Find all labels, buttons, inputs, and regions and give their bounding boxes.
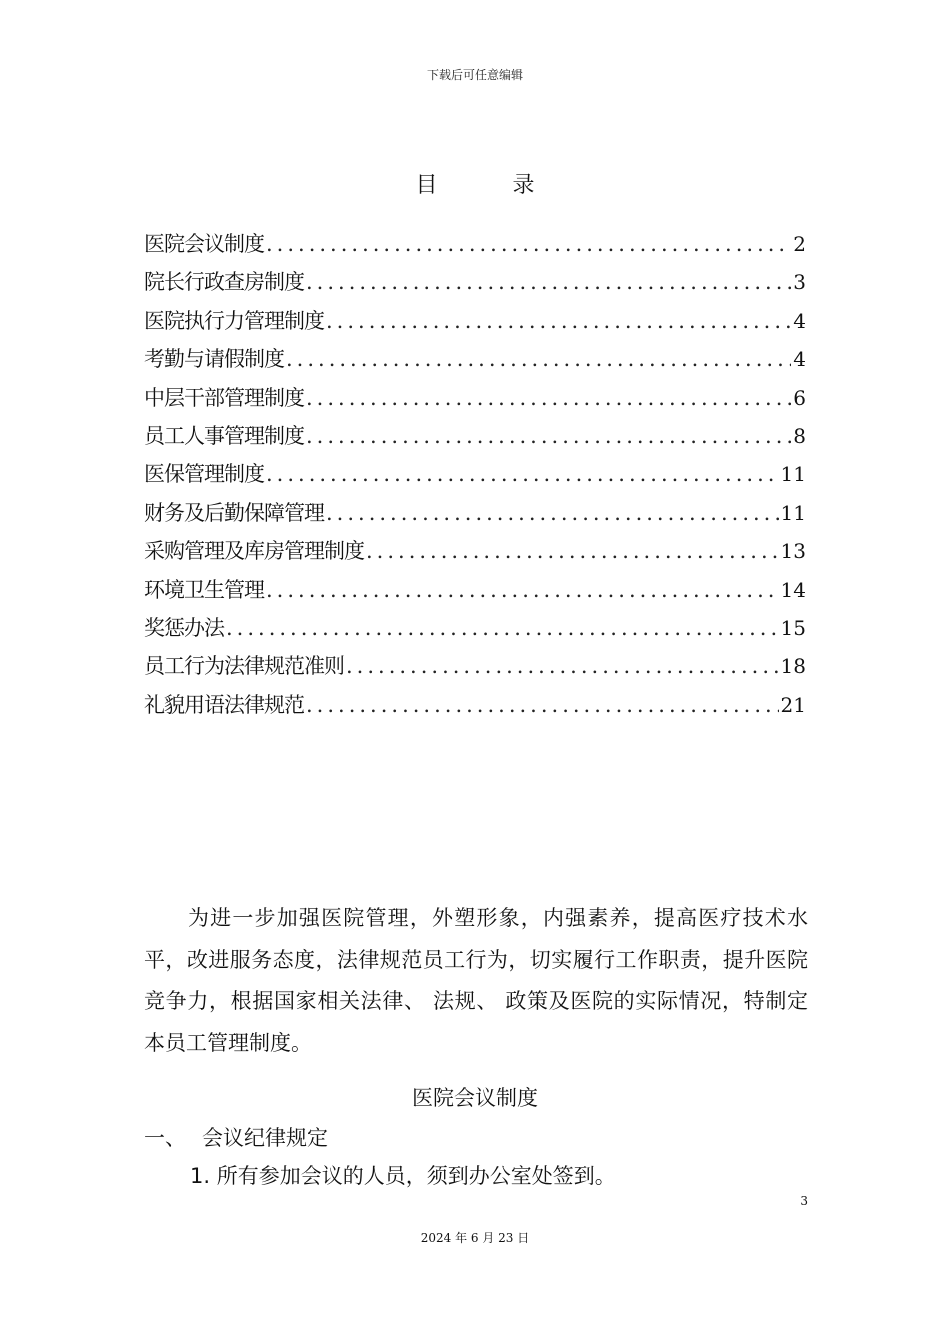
toc-title: 目 录 <box>415 173 569 198</box>
toc-entry-page: 8 <box>793 423 806 448</box>
section-title: 医院会议制度 <box>412 1086 538 1110</box>
toc-dot-leader <box>286 347 791 371</box>
toc-entry[interactable] <box>144 458 806 496</box>
toc-dot-leader <box>266 462 779 486</box>
toc-entry-page: 11 <box>780 500 806 525</box>
toc-entry[interactable] <box>144 497 806 535</box>
toc-entry-page: 3 <box>793 270 806 295</box>
toc-entry-label: 员工人事管理制度 <box>144 423 304 448</box>
toc-entry-page: 2 <box>793 232 806 256</box>
toc-entry-label: 财务及后勤保障管理 <box>144 500 324 525</box>
toc-entry[interactable] <box>144 343 806 381</box>
toc-entry[interactable] <box>144 574 806 612</box>
toc-dot-leader <box>366 539 779 563</box>
toc-entry[interactable] <box>144 689 806 727</box>
toc-dot-leader <box>266 578 779 602</box>
toc-entry-label: 员工行为法律规范准则 <box>144 654 344 679</box>
toc-entry[interactable] <box>144 382 806 420</box>
toc-entry-label: 礼貌用语法律规范 <box>144 692 304 717</box>
toc-dot-leader <box>226 616 779 640</box>
toc-entry-page: 6 <box>793 385 806 410</box>
toc-entry-label: 医保管理制度 <box>144 462 264 487</box>
list-item: 1. 所有参加会议的人员，须到办公室处签到。 <box>190 1164 616 1188</box>
toc-entry-page: 21 <box>780 692 806 717</box>
toc-entry[interactable] <box>144 305 806 343</box>
toc-dot-leader <box>266 232 791 256</box>
page-number: 3 <box>800 1194 808 1208</box>
subsection-number: 一、 <box>144 1126 186 1150</box>
toc-entry-page: 14 <box>780 577 806 602</box>
toc-dot-leader <box>326 309 791 333</box>
toc-entry-page: 15 <box>780 615 806 640</box>
toc-entry-label: 医院执行力管理制度 <box>144 308 324 333</box>
toc-entry[interactable] <box>144 266 806 304</box>
toc-entry-label: 考勤与请假制度 <box>144 347 284 372</box>
subsection-heading <box>144 1122 328 1152</box>
toc-entry[interactable] <box>144 535 806 573</box>
toc-entry-page: 4 <box>793 347 806 372</box>
toc-entry[interactable] <box>144 650 806 688</box>
toc-entry-label: 中层干部管理制度 <box>144 385 304 410</box>
toc-dot-leader <box>306 693 779 717</box>
toc-entry-label: 奖惩办法 <box>144 615 224 640</box>
toc-entry-page: 18 <box>780 654 806 679</box>
toc-entry-page: 11 <box>780 462 806 487</box>
footer-date: 2024 年 6 月 23 日 <box>420 1231 530 1245</box>
toc-dot-leader <box>306 270 791 294</box>
toc-entry[interactable] <box>144 612 806 650</box>
toc-entry-label: 院长行政查房制度 <box>144 270 304 295</box>
toc-dot-leader <box>306 424 791 448</box>
header-note: 下载后可任意编辑 <box>426 68 523 82</box>
table-of-contents <box>144 228 806 727</box>
intro-paragraph: 为进一步加强医院管理，外塑形象，内强素养，提高医疗技术水平，改进服务态度，法律规范员工行为，切实履行工作职责，提升医院竞争力，根据国家相关法律、 法规、 政策及医院的实际情况，特制定本员工管理制度。 <box>144 906 808 1055</box>
toc-entry-label: 环境卫生管理 <box>144 577 264 602</box>
toc-entry-label: 医院会议制度 <box>144 232 264 256</box>
toc-entry[interactable] <box>144 420 806 458</box>
toc-dot-leader <box>306 386 791 410</box>
toc-entry-page: 4 <box>793 308 806 333</box>
toc-entry-label: 采购管理及库房管理制度 <box>144 539 364 564</box>
subsection-title: 会议纪律规定 <box>202 1126 328 1150</box>
toc-entry-page: 13 <box>780 539 806 564</box>
toc-dot-leader <box>346 654 779 678</box>
toc-dot-leader <box>326 501 779 525</box>
toc-entry[interactable] <box>144 228 806 266</box>
